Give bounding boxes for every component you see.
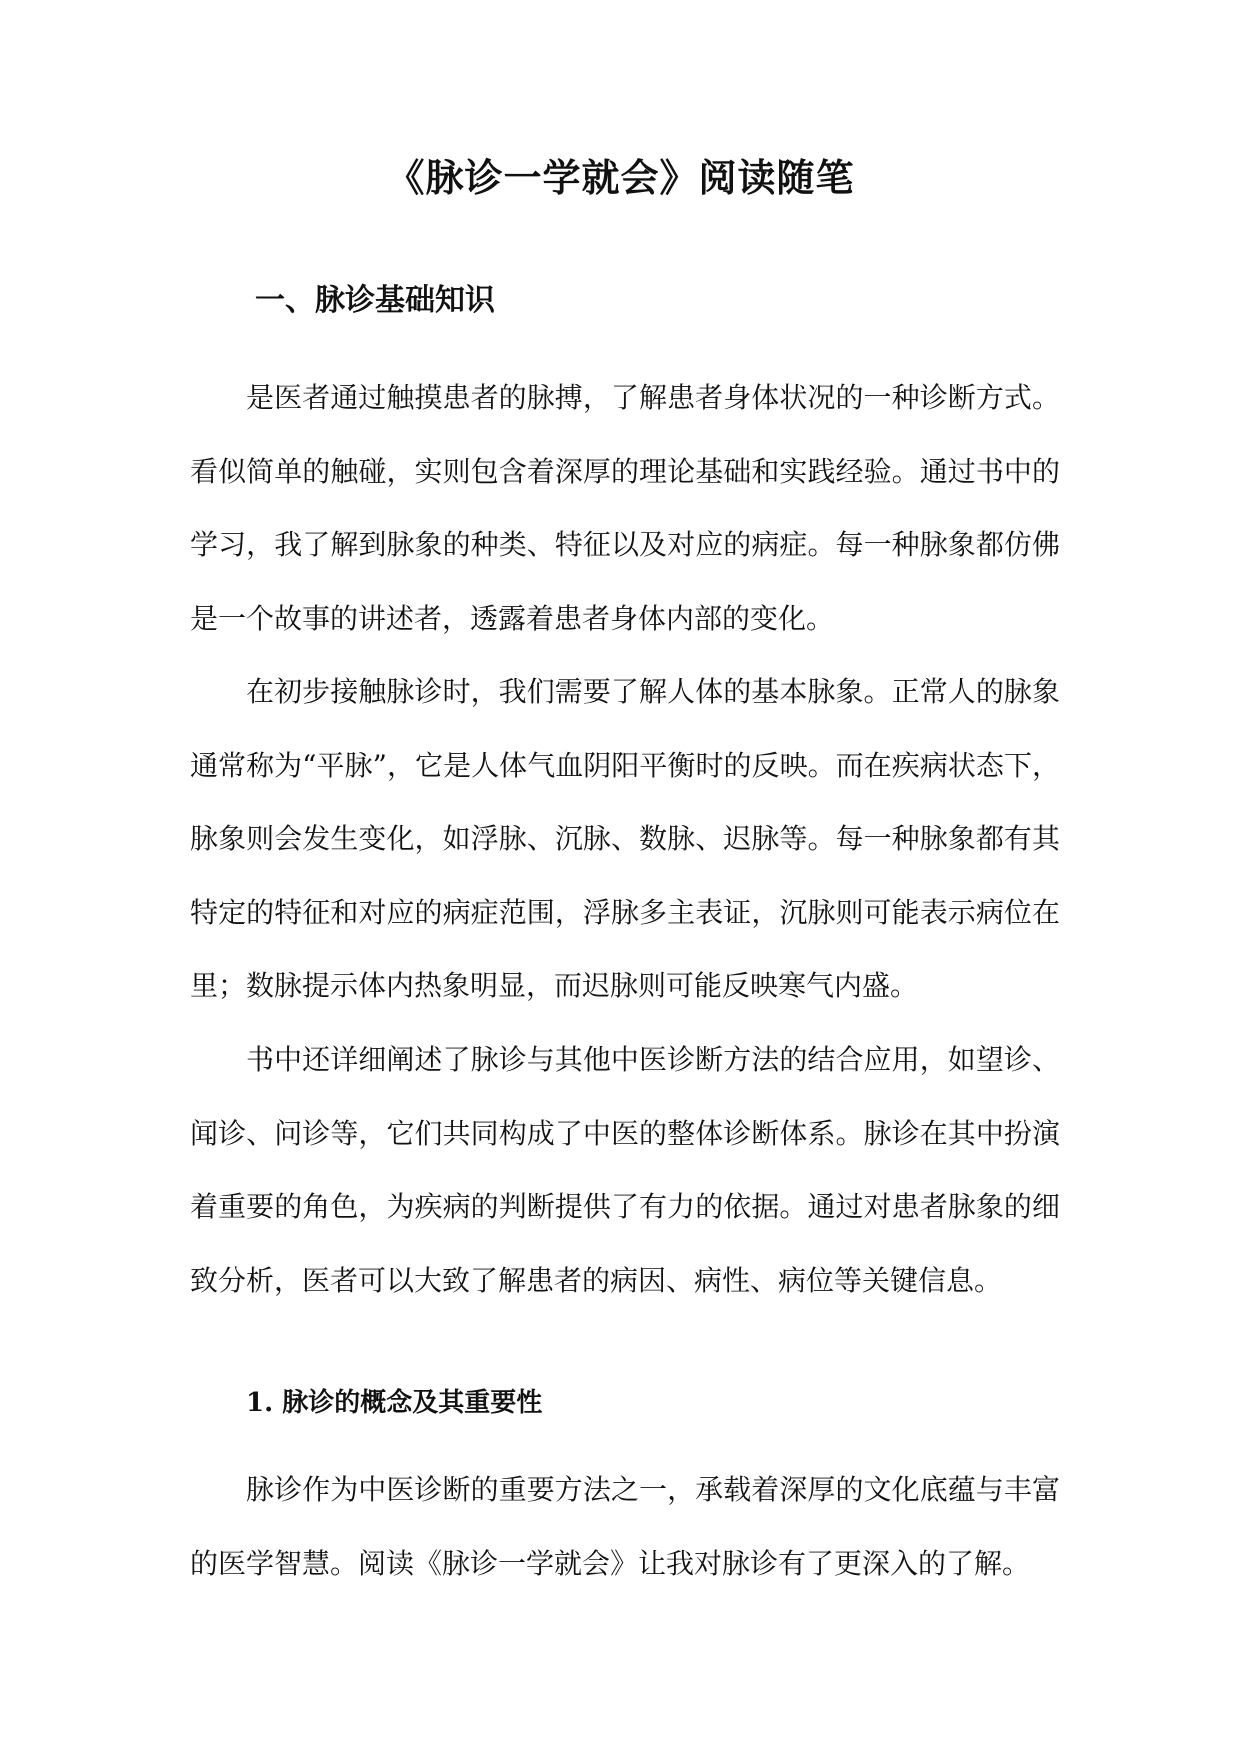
paragraph: 脉诊作为中医诊断的重要方法之一，承载着深厚的文化底蕴与丰富的医学智慧。阅读《脉诊一学就会》让我对脉诊有了更深入的了解。 [190, 1473, 1060, 1580]
paragraph: 在初步接触脉诊时，我们需要了解人体的基本脉象。正常人的脉象通常称为“平脉”，它是人体气血阴阳平衡时的反映。而在疾病状态下，脉象则会发生变化，如浮脉、沉脉、数脉、迟脉等。每一种脉象都有其特定的特征和对应的病症范围，浮脉多主表证，沉脉则可能表示病位在里；数脉提示体内热象明显，而迟脉则可能反映寒气内盛。 [190, 675, 1060, 1002]
section-heading: 一、脉诊基础知识 [255, 283, 495, 318]
paragraph: 是医者通过触摸患者的脉搏，了解患者身体状况的一种诊断方式。看似简单的触碰，实则包含着深厚的理论基础和实践经验。通过书中的学习，我了解到脉象的种类、特征以及对应的病症。每一种脉象都仿佛是一个故事的讲述者，透露着患者身体内部的变化。 [190, 381, 1060, 635]
paragraph: 书中还详细阐述了脉诊与其他中医诊断方法的结合应用，如望诊、闻诊、问诊等，它们共同构成了中医的整体诊断体系。脉诊在其中扮演着重要的角色，为疾病的判断提供了有力的依据。通过对患者脉象的细致分析，医者可以大致了解患者的病因、病性、病位等关键信息。 [190, 1043, 1060, 1297]
document-title: 《脉诊一学就会》阅读随笔 [386, 155, 855, 200]
subsection-heading: 1. 脉诊的概念及其重要性 [246, 1388, 543, 1418]
